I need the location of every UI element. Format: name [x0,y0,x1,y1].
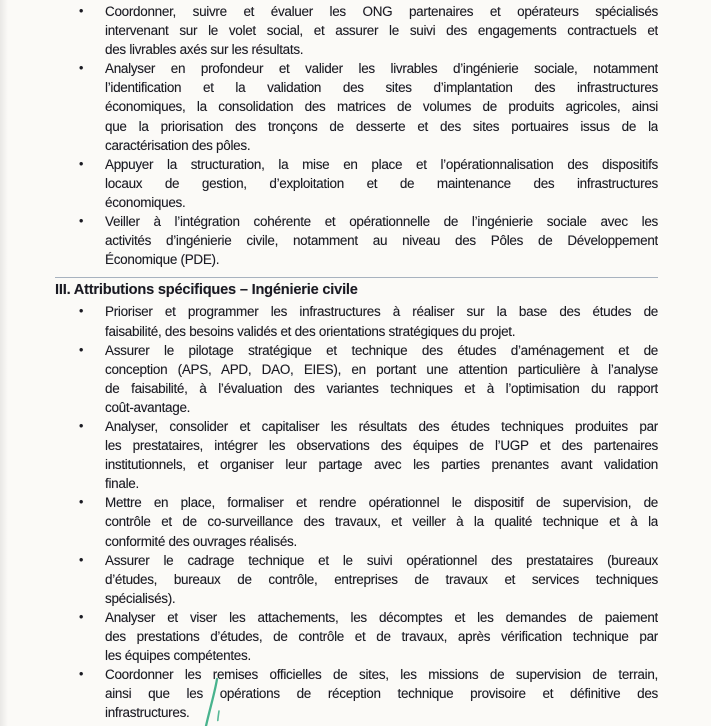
bullet-item [55,2,658,59]
bullet-marker: • [79,667,84,682]
text-line: conception (APS, APD, DAO, EIES), en portant une attention particulière à l’analyse [105,361,658,377]
bullet-text [105,2,658,59]
bullet-text [105,212,658,269]
bullet-text [105,493,658,550]
bullet-item [55,493,658,550]
section-heading: III. Attributions spécifiques – Ingénierie civile [55,282,358,299]
bullet-marker: • [79,61,84,76]
bullet-marker: • [79,156,84,171]
bullet-text [105,551,658,608]
bullet-item [55,59,658,154]
bullet-text [105,155,658,212]
bullet-marker: • [79,214,84,229]
bullet-marker: • [79,4,84,18]
text-line: Coordonner, suivre et évaluer les ONG partenaires et opérateurs spécialisés [105,4,658,19]
text-line: intervenant sur le volet social, et assurer le suivi des engagements contractuels et [105,23,658,39]
text-line: Assurer le pilotage stratégique et technique des études d’aménagement et de [105,342,658,358]
text-line: économiques. [105,194,186,210]
text-line: Analyser, consolider et capitaliser les résultats des études techniques produites par [105,418,658,434]
text-line: finale. [105,476,139,492]
bullet-item [55,417,658,493]
bullet-item [55,212,658,269]
text-line: les prestataires, intégrer les observations des équipes de l’UGP et des partenaires [105,438,658,454]
bullet-marker: • [79,552,84,567]
text-line: les équipes compétentes. [105,648,251,664]
bullet-item [55,155,658,212]
section-social-engineering-continued [55,2,658,269]
text-line: coût-avantage. [105,399,191,415]
bullet-text [105,417,658,493]
text-line: caractérisation des pôles. [105,137,251,153]
bullet-item [55,608,658,665]
text-line: spécialisés). [105,590,176,606]
text-line: contrôle et de co-surveillance des travaux, et veiller à la qualité technique et à la [105,514,658,530]
text-line: Coordonner les remises officielles de sites, les missions de supervision de terrain, [105,667,658,683]
text-line: locaux de gestion, d’exploitation et de maintenance des infrastructures [105,175,658,191]
text-line: conformité des ouvrages réalisés. [105,533,297,549]
text-line: Économique (PDE). [105,252,220,268]
text-line: Prioriser et programmer les infrastructures à réaliser sur la base des études de [105,304,658,320]
bullet-text [105,608,658,665]
text-line: Analyser en profondeur et valider les livrables d’ingénierie sociale, notamment [105,61,658,77]
bullet-marker: • [79,342,84,357]
bullet-text [105,665,658,722]
text-line: de faisabilité, à l’évaluation des variantes techniques et à l’optimisation du rapport [105,380,658,396]
bullet-marker: • [79,495,84,510]
bullet-marker: • [79,304,84,319]
bullet-text [105,59,658,154]
text-line: des prestations d’études, de contrôle et de travaux, après vérification technique par [105,629,658,644]
section-divider [55,277,658,278]
text-line: faisabilité, des besoins validés et des orientations stratégiques du projet. [105,323,516,339]
text-line: l’identification et la validation des sites d’implantation des infrastructures [105,80,658,96]
text-line: Appuyer la structuration, la mise en place et l’opérationnalisation des dispositifs [105,156,658,172]
text-line: Veiller à l’intégration cohérente et opérationnelle de l’ingénierie sociale avec les [105,214,658,230]
text-line: des livrables axés sur les résultats. [105,42,304,58]
text-line: Assurer le cadrage technique et le suivi opérationnel des prestataires (bureaux [105,552,658,568]
bullet-item [55,665,658,722]
bullet-text [105,341,658,417]
text-line: d’études, bureaux de contrôle, entreprises de travaux et services techniques [105,571,658,587]
text-line: que la priorisation des tronçons de desserte et des sites portuaires issus de la [105,118,658,134]
bullet-item [55,302,658,340]
text-line: infrastructures. [105,705,190,721]
bullet-text [105,302,658,340]
bullet-marker: • [79,609,84,624]
text-line: institutionnels, et organiser leur partage avec les parties prenantes avant validation [105,457,658,473]
text-line: Analyser et viser les attachements, les décomptes et les demandes de paiement [105,609,658,625]
section-civil-engineering [55,302,658,722]
text-line: activités d’ingénierie civile, notamment au niveau des Pôles de Développement [105,233,658,249]
bullet-item [55,341,658,417]
text-line: Mettre en place, formaliser et rendre opérationnel le dispositif de supervision, de [105,495,658,511]
text-line: ainsi que les opérations de réception technique provisoire et définitive des [105,686,658,702]
bullet-item [55,551,658,608]
text-line: économiques, la consolidation des matrices de volumes de produits agricoles, ainsi [105,99,658,115]
bullet-marker: • [79,418,84,433]
